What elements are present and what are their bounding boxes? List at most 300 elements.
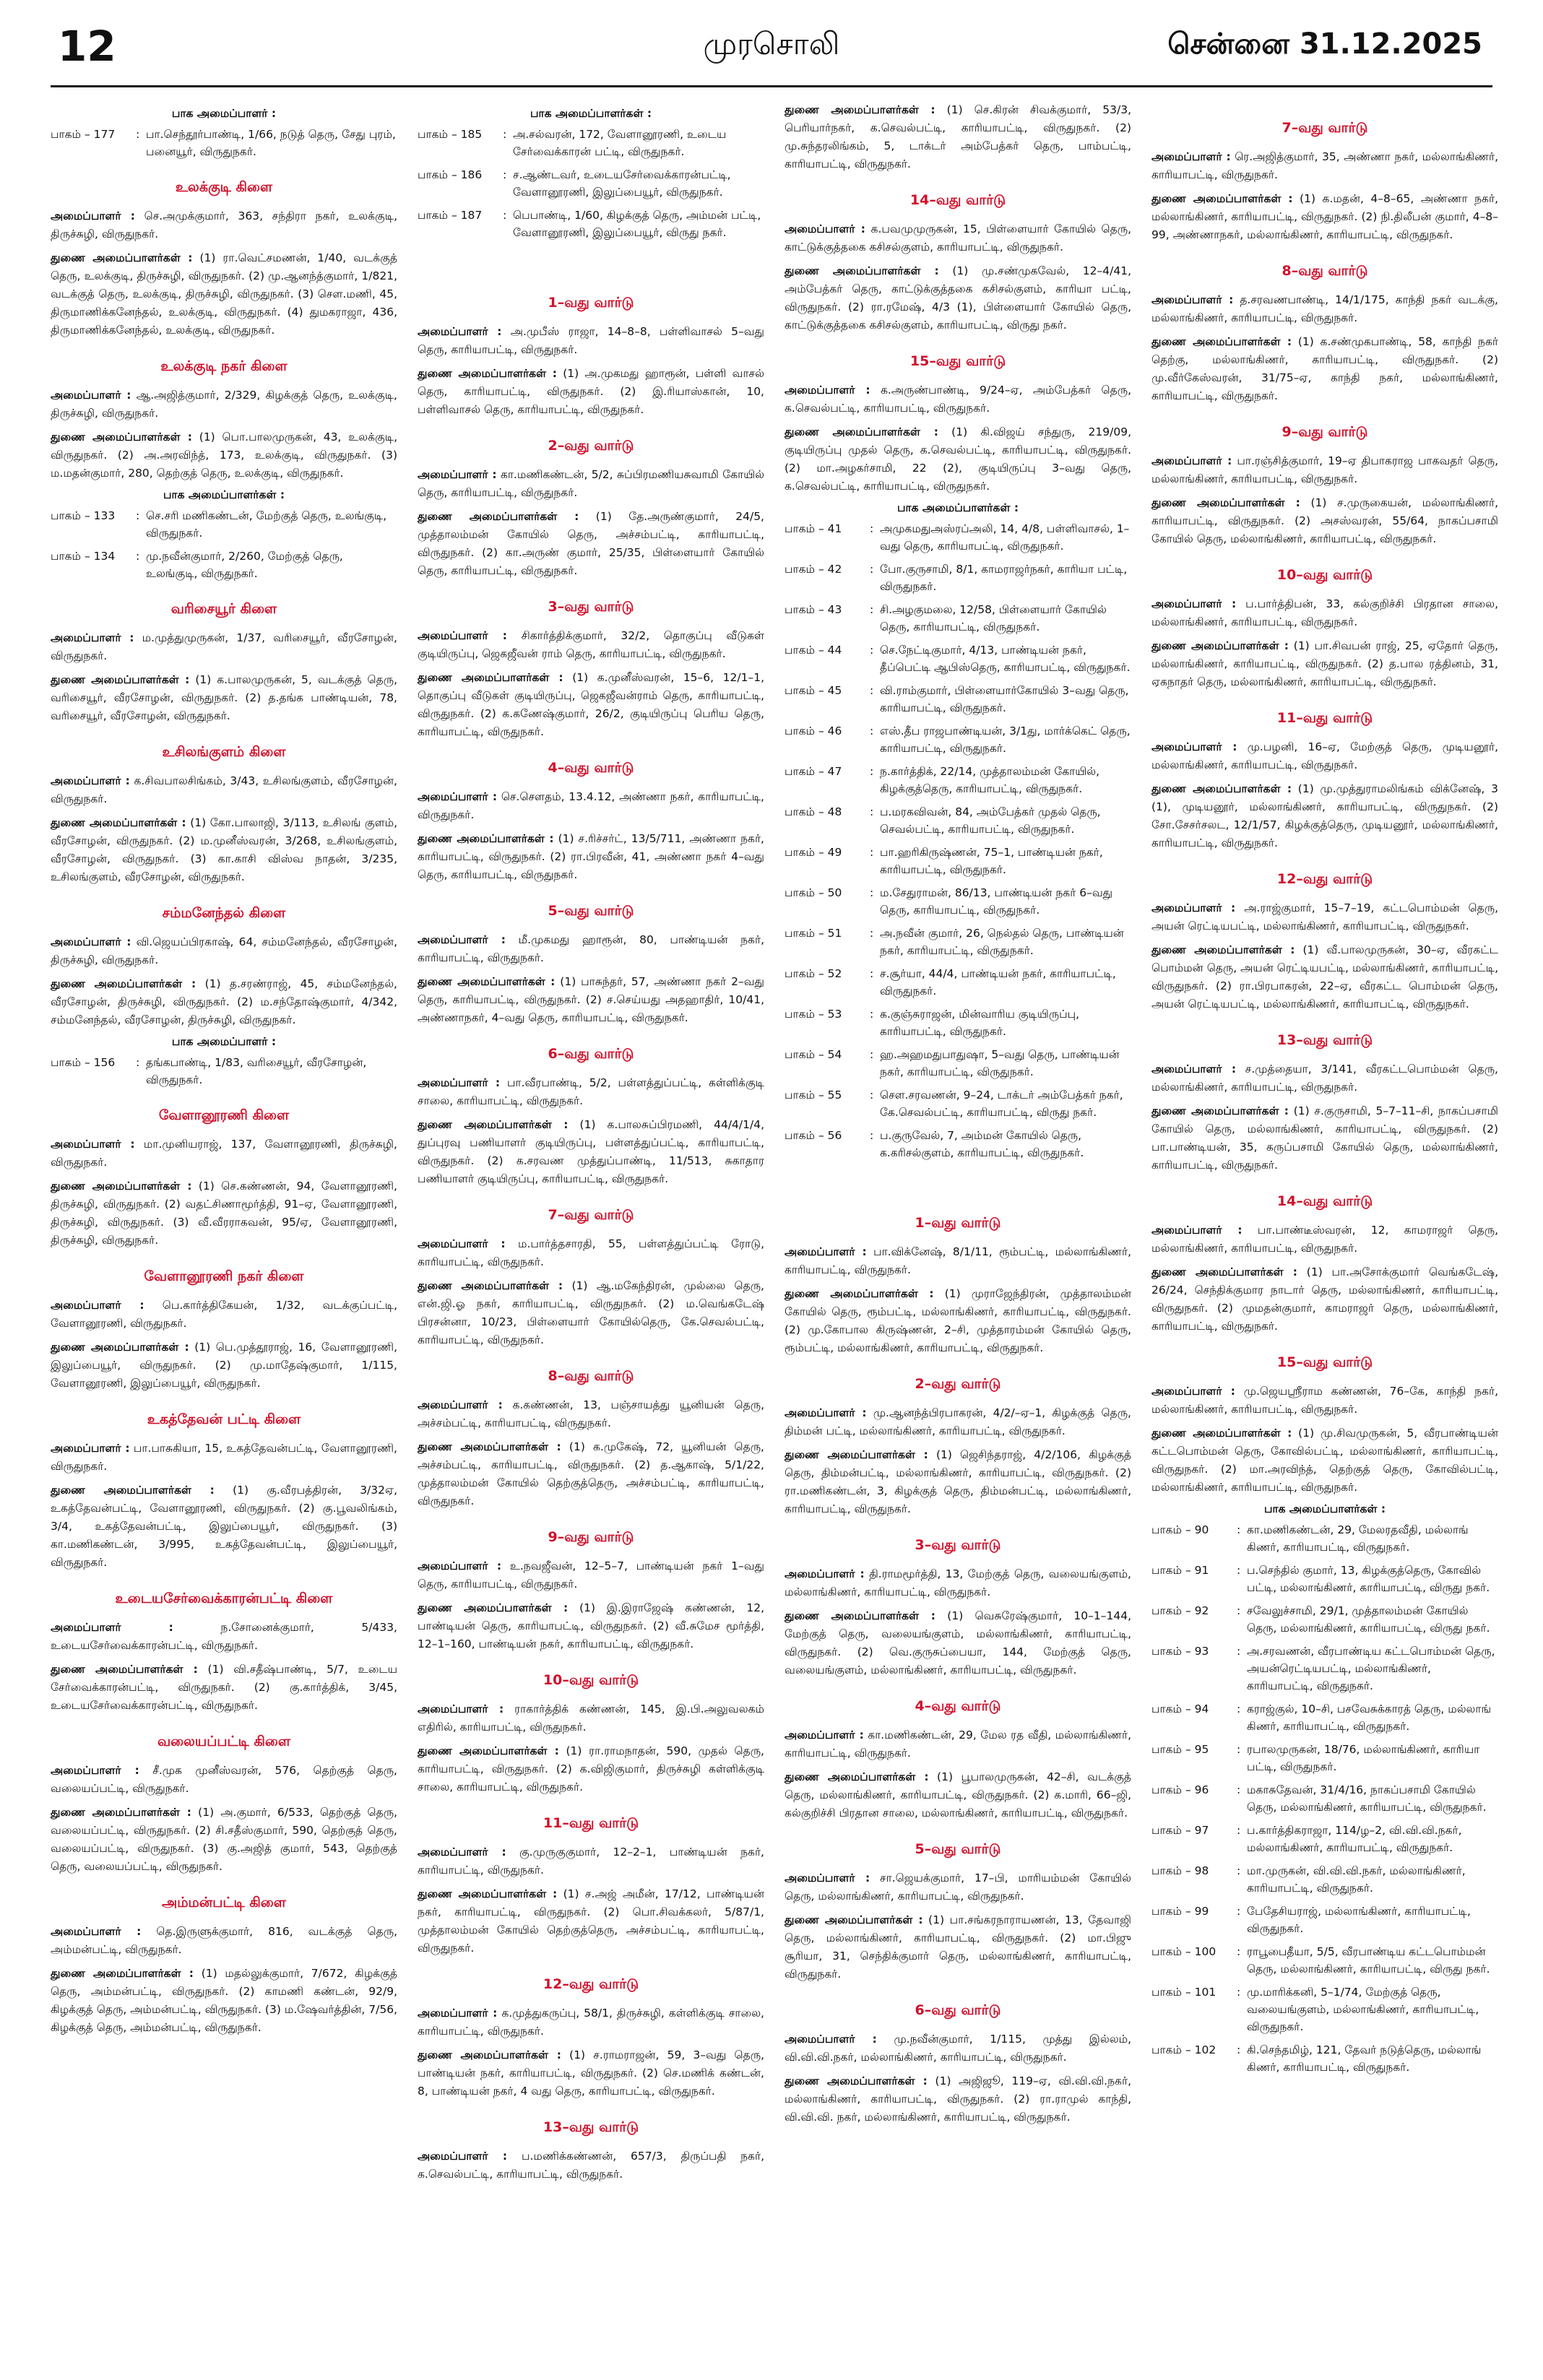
role-label: துணை அமைப்பாளர்கள் :: [1151, 1104, 1289, 1117]
member-details: சீ.முக முனீஸ்வரன், 576, தெற்குத் தெரு, வலையப்பட்டி, விருதுநகர்.: [51, 1764, 397, 1795]
member-details: வி.ஜெயப்பிரகாஷ், 64, சம்மனேந்தல், வீரசோழன், திருச்சுழி, விருதுநகர்.: [51, 935, 397, 966]
role-label: துணை அமைப்பாளர்கள் :: [418, 1440, 561, 1453]
booth-organiser: சௌ.சரவணன், 9–24, டாக்டர் அம்பேத்கர் நகர், கே.செவல்பட்டி, காரியாபட்டி, விருது நகர்.: [880, 1089, 1123, 1119]
member-paragraph: [418, 788, 764, 824]
role-label: துணை அமைப்பாளர்கள் :: [51, 1341, 189, 1354]
booth-entry: [1151, 1562, 1498, 1596]
member-paragraph: [51, 1440, 397, 1476]
separator-colon: :: [136, 509, 140, 522]
separator-colon: :: [1237, 1945, 1241, 1958]
separator-colon: :: [136, 550, 140, 563]
member-paragraph: [1151, 1424, 1498, 1497]
booth-organiser: ந.கார்த்திக், 22/14, முத்தாலம்மன் கோயில், கிழக்குத்தெரு, காரியாபட்டி, விருதுநகர்.: [880, 765, 1100, 795]
role-label: அமைப்பாளர் :: [785, 1871, 870, 1884]
member-details: (1) தே.அருண்குமார், 24/5, முத்தாலம்மன் கோயில் தெரு, அச்சம்பட்டி, காரியாபட்டி, விருதுநகர். (2) கா.அருண் குமார், 25/35, பிள்ளையார் கோயில் தெரு, காரியாபட்டி, விருதுநகர்.: [418, 510, 764, 577]
section-title: 4–வது வார்டு: [548, 760, 634, 776]
booth-number: பாகம் – 55: [785, 1089, 842, 1102]
member-details: அ.முபீஸ் ராஜா, 14–8–8, பள்ளிவாசல் 5–வது தெரு, காரியாபட்டி, விருதுநகர்.: [418, 325, 764, 356]
booth-entry: [418, 126, 764, 160]
section-title: 14–வது வார்டு: [1276, 1193, 1373, 1209]
role-label: அமைப்பாளர் :: [785, 2033, 877, 2046]
separator-colon: :: [1237, 1743, 1241, 1756]
role-label: துணை அமைப்பாளர்கள் :: [418, 2048, 561, 2061]
role-label: துணை அமைப்பாளர்கள் :: [418, 975, 556, 988]
booth-number: பாகம் – 45: [785, 684, 842, 697]
member-paragraph: [785, 1404, 1131, 1440]
booth-number: பாகம் – 52: [785, 967, 842, 980]
role-label: துணை அமைப்பாளர்கள் :: [785, 1287, 934, 1300]
member-details: கு.முருகுகுமார், 12–2–1, பாண்டியன் நகர், காரியாபட்டி, விருதுநகர்.: [418, 1845, 764, 1877]
sub-heading: பாக அமைப்பாளர் :: [171, 1035, 277, 1048]
member-paragraph: [1151, 494, 1498, 548]
booth-organiser: போ.குருசாமி, 8/1, காமராஜர்நகர், காரியா பட்டி, விருதுநகர்.: [880, 563, 1128, 593]
member-details: கா.மணிகண்டன், 5/2, சுப்பிரமணியசுவாமி கோயில் தெரு, காரியாபட்டி, விருதுநகர்.: [418, 468, 764, 499]
member-details: மு.பழனி, 16–ஏ, மேற்குத் தெரு, முடியனூர், மல்லாங்கிணர், காரியாபட்டி, விருதுநகர்.: [1151, 740, 1498, 771]
booth-number: பாகம் – 43: [785, 603, 842, 616]
booth-organiser: ச.ஆண்டவர், உடையசேர்வைக்காரன்பட்டி, வேளானூரணி, இலுப்பையூர், விருதுநகர்.: [513, 168, 731, 199]
member-paragraph: [51, 207, 397, 243]
member-details: (1) கி.விஜய் சந்துரு, 219/09, குடியிருப்பு முதல் தெரு, க.செவல்பட்டி, காரியாபட்டி, விருதுநகர். (2) மா.அழகர்சாமி, 22 (2), குடியிருப்பு 3–வது தெரு, க.செவல்பட்டி, காரியாபட்டி, விருதுநகர்.: [785, 425, 1131, 493]
booth-organiser: அ.நவீன் குமார், 26, நெல்தல் தெரு, பாண்டியன் நகர், காரியாபட்டி, விருதுநகர்.: [880, 927, 1124, 957]
member-paragraph: [51, 1177, 397, 1250]
role-label: துணை அமைப்பாளர்கள் :: [785, 425, 938, 438]
booth-organiser: பெபாண்டி, 1/60, கிழக்குத் தெரு, அம்மன் பட்டி, வேளானூரணி, இலுப்பையூர், விருது நகர்.: [513, 209, 761, 239]
member-details: க.முத்துகருப்பு, 58/1, திருச்சுழி, கள்ளிக்குடி சாலை, காரியாபட்டி, விருதுநகர்.: [418, 2007, 764, 2038]
role-label: துணை அமைப்பாளர்கள் :: [1151, 1265, 1298, 1278]
member-details: பா.பாண்டீஸ்வரன், 12, காமராஜர் தெரு, மல்லாங்கிணர், காரியாபட்டி, விருதுநகர்.: [1151, 1224, 1498, 1255]
separator-colon: :: [1237, 1824, 1241, 1837]
booth-entry: [785, 682, 1131, 717]
booth-organiser: ஹ.அஹமதுபாதுஷா, 5–வது தெரு, பாண்டியன் நகர், காரியாபட்டி, விருதுநகர்.: [880, 1048, 1120, 1078]
role-label: துணை அமைப்பாளர்கள் :: [1151, 335, 1292, 348]
member-paragraph: [418, 2046, 764, 2100]
member-paragraph: [1151, 333, 1498, 405]
member-paragraph: [785, 1869, 1131, 1905]
booth-entry: [785, 803, 1131, 838]
role-label: அமைப்பாளர் :: [1151, 1385, 1236, 1398]
booth-number: பாகம் – 56: [785, 1129, 842, 1142]
member-paragraph: [51, 629, 397, 665]
booth-entry: [1151, 1602, 1498, 1637]
member-details: (1) அ.குமார், 6/533, தெற்குத் தெரு, வலையப்பட்டி, விருதுநகர். (2) சி.சதீஸ்குமார், 590, தெற்குத் தெரு, வலையப்பட்டி, விருதுநகர். (3) கு.அஜித் குமார், 543, தெற்குத் தெரு, வலையப்பட்டி, விருதுநகர்.: [51, 1806, 397, 1873]
booth-number: பாகம் – 44: [785, 644, 842, 657]
section-title: உடையசேர்வைக்காரன்பட்டி கிளை: [115, 1591, 333, 1606]
separator-colon: :: [870, 886, 874, 899]
member-details: மு.ஆனந்த்பிரபாகரன், 4/2/–ஏ–1, கிழக்குத் தெரு, திம்மன் பட்டி, மல்லாங்கிணர், காரியாபட்டி, விருதுநகர்.: [785, 1406, 1131, 1437]
member-paragraph: [1151, 1060, 1498, 1096]
role-label: அமைப்பாளர் :: [418, 1559, 502, 1572]
member-paragraph: [51, 428, 397, 483]
member-paragraph: [785, 381, 1131, 417]
role-label: அமைப்பாளர் :: [51, 389, 131, 402]
role-label: துணை அமைப்பாளர்கள் :: [1151, 943, 1295, 956]
member-details: (1) மதல்லுக்குமார், 7/672, கிழக்குத் தெரு, அம்மன்பட்டி, விருதுநகர். (2) காமணி கண்டன், 92/9, கிழக்குத் தெரு, அம்மன்பட்டி, விருதுநகர். (3) ம.ஷேவர்த்தின், 7/56, கிழக்குத் தெரு, அம்மன்பட்டி, விருதுநகர்.: [51, 1967, 397, 2034]
booth-organiser: அமுகமதுஅஸ்ரப்அலி, 14, 4/8, பள்ளிவாசல், 1–வது தெரு, காரியாபட்டி, விருதுநகர்.: [880, 522, 1130, 553]
member-paragraph: [785, 1607, 1131, 1679]
member-details: (1) பெ.முத்தூராஜ், 16, வேளானூரணி, இலுப்பையூர், விருதுநகர். (2) மு.மாதேஷ்குமார், 1/115, வேளானூரணி, இலுப்பையூர், விருதுநகர்.: [51, 1341, 397, 1390]
booth-entry: [1151, 2041, 1498, 2076]
role-label: துணை அமைப்பாளர்கள் :: [51, 430, 192, 443]
booth-number: பாகம் – 156: [51, 1056, 116, 1069]
booth-number: பாகம் – 177: [51, 128, 116, 141]
member-paragraph: [418, 1277, 764, 1349]
role-label: அமைப்பாளர் :: [51, 1138, 135, 1151]
role-label: அமைப்பாளர் :: [51, 935, 131, 948]
role-label: அமைப்பாளர் :: [1151, 901, 1236, 914]
member-details: பா.ரஞ்சித்குமார், 19–ஏ திபாகராஜ பாகவதர் தெரு, மல்லாங்கிணர், காரியாபட்டி, விருதுநகர்.: [1151, 454, 1498, 485]
separator-colon: :: [1237, 1905, 1241, 1918]
booth-entry: [1151, 1983, 1498, 2035]
role-label: அமைப்பாளர் :: [418, 1845, 506, 1858]
section-title: 1–வது வார்டு: [915, 1215, 1001, 1231]
member-details: செ.சௌதம், 13.4.12, அண்ணா நகர், காரியாபட்டி, விருதுநகர்.: [418, 790, 764, 821]
sub-heading: பாக அமைப்பாளர்கள் :: [163, 488, 285, 501]
member-paragraph: [418, 1599, 764, 1653]
role-label: துணை அமைப்பாளர்கள் :: [418, 671, 563, 684]
role-label: துணை அமைப்பாளர்கள் :: [418, 1601, 569, 1614]
member-details: க.பவமுமுருகன், 15, பிள்ளையார் கோயில் தெரு, காட்டுக்குத்தகை கசிசல்குளம், காரியாபட்டி, விருதுநகர்.: [785, 222, 1131, 254]
booth-number: பாகம் – 53: [785, 1008, 842, 1021]
role-label: அமைப்பாளர் :: [1151, 293, 1234, 306]
member-paragraph: [51, 386, 397, 423]
role-label: அமைப்பாளர் :: [51, 1764, 139, 1777]
section-title: 15–வது வார்டு: [909, 353, 1006, 369]
member-details: (1) த.சரண்ராஜ், 45, சம்மனேந்தல், வீரசோழன், திருச்சுழி, விருதுநகர். (2) ம.சந்தோஷ்குமார், 4/342, சம்மனேந்தல், வீரசோழன், திருச்சுழி, விருதுநகர்.: [51, 977, 397, 1026]
booth-number: பாகம் – 100: [1151, 1945, 1216, 1958]
role-label: அமைப்பாளர் :: [51, 774, 130, 787]
role-label: துணை அமைப்பாளர்கள் :: [51, 1180, 192, 1193]
member-paragraph: [51, 1762, 397, 1798]
role-label: துணை அமைப்பாளர்கள் :: [418, 1279, 563, 1292]
member-details: தி.ராமமூர்த்தி, 13, மேற்குத் தெரு, வலையங்குளம், மல்லாங்கிணர், காரியாபட்டி, விருதுநகர்.: [785, 1567, 1131, 1598]
member-paragraph: [51, 933, 397, 969]
member-details: (1) ச.முருகையன், மல்லாங்கிணர், காரியாபட்டி, விருதுநகர். (2) அசஸ்வரன், 55/64, நாகப்பசாமி கோயில் தெரு, மல்லாங்கிணர், காரியாபட்டி, விருதுநகர்.: [1151, 496, 1498, 545]
member-paragraph: [51, 1297, 397, 1333]
member-details: (1) பா.சிவபன் ராஜ், 25, ஏதோர் தெரு, மல்லாங்கிணர், காரியாபட்டி, விருதுநகர். (2) த.பால ரத்தினம், 31, ஏகநாதர் தெரு, மல்லாங்கிணர், காரியாபட்டி, விருதுநகர்.: [1151, 639, 1498, 688]
booth-organiser: மு.நவீன்குமார், 2/260, மேற்குத் தெரு, உலங்குடி, விருதுநகர்.: [146, 550, 343, 580]
member-paragraph: [785, 423, 1131, 496]
article-columns: [51, 101, 1498, 2355]
booth-number: பாகம் – 186: [418, 168, 483, 181]
member-details: ப.மணிக்கண்ணன், 657/3, திருப்பதி நகர், க.செவல்பட்டி, காரியாபட்டி, விருதுநகர்.: [418, 2150, 764, 2181]
booth-entry: [1151, 1781, 1498, 1816]
separator-colon: :: [1237, 1523, 1241, 1536]
member-paragraph: [1151, 1263, 1498, 1336]
booth-organiser: மா.முருகன், வி.வி.வி.நகர், மல்லாங்கிணர், காரியாபட்டி, விருதுநகர்.: [1247, 1864, 1466, 1895]
booth-entry: [785, 763, 1131, 797]
booth-organiser: வி.ராம்குமார், பிள்ளையார்கோயில் 3–வது தெரு, காரியாபட்டி, விருதுநகர்.: [880, 684, 1129, 714]
section-title: 5–வது வார்டு: [548, 903, 634, 919]
booth-entry: [785, 844, 1131, 878]
booth-entry: [785, 884, 1131, 919]
member-details: ராகார்த்திக் கண்ணன், 145, இ.பி.அலுவலகம் எதிரில், காரியாபட்டி, விருதுநகர்.: [418, 1702, 764, 1734]
section-title: 4–வது வார்டு: [915, 1698, 1001, 1714]
member-paragraph: [418, 1885, 764, 1957]
role-label: அமைப்பாளர் :: [785, 1728, 864, 1741]
role-label: துணை அமைப்பாளர்கள் :: [785, 1770, 929, 1783]
member-details: ப.பார்த்திபன், 33, கல்குறிச்சி பிரதான சாலை, மல்லாங்கிணர், காரியாபட்டி, விருதுநகர்.: [1151, 597, 1498, 628]
booth-entry: [785, 561, 1131, 595]
section-title: 9–வது வார்டு: [1281, 424, 1368, 440]
member-paragraph: [51, 1804, 397, 1876]
member-paragraph: [418, 508, 764, 580]
member-details: (1) அஜிஜூ, 119–ஏ, வி.வி.வி.நகர், மல்லாங்கிணர், காரியாபட்டி, விருதுநகர். (2) ரா.ராமுல் காந்தி, வி.வி.வி. நகர், மல்லாங்கிணர், காரியாபட்டி, விருதுநகர்.: [785, 2074, 1131, 2124]
column-2: [418, 101, 764, 2355]
role-label: துணை அமைப்பாளர்கள் :: [418, 832, 554, 845]
role-label: அமைப்பாளர் :: [418, 2007, 498, 2020]
member-paragraph: [418, 323, 764, 359]
role-label: அமைப்பாளர் :: [785, 1245, 867, 1258]
booth-number: பாகம் – 95: [1151, 1743, 1209, 1756]
separator-colon: :: [136, 128, 140, 141]
section-title: 7–வது வார்டு: [548, 1207, 634, 1223]
member-details: சிகார்த்திக்குமார், 32/2, தொகுப்பு வீடுகள் குடியிருப்பு, ஜெகஜீவன் ராம் தெரு, காரியாபட்டி, விருதுநகர்.: [418, 629, 764, 660]
role-label: துணை அமைப்பாளர்கள் :: [418, 1887, 558, 1900]
booth-entry: [1151, 1741, 1498, 1775]
role-label: துணை அமைப்பாளர்கள் :: [51, 1663, 198, 1676]
booth-organiser: கி.செந்தமிழ், 121, தேவர் நடுத்தெரு, மல்லாங் கிணர், காரியாபட்டி, விருதுநகர்.: [1247, 2043, 1482, 2074]
member-details: (1) ஜெசிந்தராஜ், 4/2/106, கிழக்குத் தெரு, திம்மன்பட்டி, மல்லாங்கிணர், காரியாபட்டி, விருதுநகர். (2) ரா.மணிகண்டன், 3, கிழக்குத் தெரு, திம்மன்பட்டி, மல்லாங்கிணர், காரியாபட்டி, விருதுநகர்.: [785, 1448, 1131, 1515]
booth-organiser: அ.சரவணன், வீரபாண்டிய கட்டபொம்மன் தெரு, அயன்ரெட்டியபட்டி, மல்லாங்கிணர், காரியாபட்டி, விருதுநகர்.: [1247, 1645, 1495, 1692]
section-title: 13–வது வார்டு: [543, 2119, 639, 2135]
member-details: ச.முத்தையா, 3/141, வீரகட்டபொம்மன் தெரு, மல்லாங்கிணர், காரியாபட்டி, விருதுநகர்.: [1151, 1063, 1498, 1094]
booth-entry: [1151, 1700, 1498, 1735]
member-paragraph: [785, 1446, 1131, 1518]
member-details: செ.அமுக்குமார், 363, சந்திரா நகர், உலக்குடி, திருச்சுழி, விருதுநகர்.: [51, 209, 397, 241]
booth-organiser: பேதேசியராஜ், மல்லாங்கிணர், காரியாபட்டி, விருதுநகர்.: [1247, 1905, 1471, 1935]
booth-number: பாகம் – 185: [418, 128, 483, 141]
booth-organiser: சவேலுச்சாமி, 29/1, முத்தாலம்மன் கோயில் தெரு, மல்லாங்கிணர், காரியாபட்டி, விருது நகர்.: [1247, 1604, 1490, 1635]
separator-colon: :: [870, 846, 874, 859]
booth-number: பாகம் – 96: [1151, 1783, 1209, 1796]
booth-organiser: மகாசுதேவன், 31/4/16, நாகப்பசாமி கோயில் தெரு, மல்லாங்கிணர், காரியாபட்டி, விருதுநகர்.: [1247, 1783, 1487, 1814]
separator-colon: :: [1237, 1864, 1241, 1877]
booth-number: பாகம் – 93: [1151, 1645, 1209, 1658]
booth-entry: [1151, 1643, 1498, 1695]
section-title: 2–வது வார்டு: [548, 438, 634, 454]
booth-number: பாகம் – 49: [785, 846, 842, 859]
member-paragraph: [1151, 452, 1498, 488]
member-details: மு.நவீன்குமார், 1/115, முத்து இல்லம், வி.வி.வி.நகர், மல்லாங்கிணர், காரியாபட்டி, விருதுநகர்.: [785, 2033, 1131, 2064]
role-label: அமைப்பாளர் :: [418, 1398, 503, 1411]
member-paragraph: [785, 1768, 1131, 1822]
booth-organiser: ப.கார்த்திகராஜா, 114/ழ–2, வி.வி.வி.நகர், மல்லாங்கிணர், காரியாபட்டி, விருதுநகர்.: [1247, 1824, 1462, 1854]
member-details: (1) க.முகேஷ், 72, யூனியன் தெரு, அச்சம்பட்டி, காரியாபட்டி, விருதுநகர். (2) த.ஆகாஷ், 5/1/22, முத்தாலம்மன் கோயில் தெற்குத்தெரு, அச்சம்பட்டி, காரியாபட்டி, விருதுநகர்.: [418, 1440, 764, 1507]
role-label: துணை அமைப்பாளர்கள் :: [418, 1744, 559, 1757]
role-label: அமைப்பாளர் :: [785, 222, 865, 235]
member-details: மா.முனியராஜ், 137, வேளானூரணி, திருச்சுழி, விருதுநகர்.: [51, 1138, 397, 1169]
booth-number: பாகம் – 133: [51, 509, 116, 522]
header-rule: [51, 85, 1492, 87]
member-details: க.கண்ணன், 13, பஞ்சாயத்து யூனியன் தெரு, அச்சம்பட்டி, காரியாபட்டி, விருதுநகர்.: [418, 1398, 764, 1429]
member-details: (1) செ.கண்ணன், 94, வேளானூரணி, திருச்சுழி, விருதுநகர். (2) வதட்சிணாமூர்த்தி, 91–ஏ, வேளானூரணி, திருச்சுழி, விருதுநகர். (3) வீ.வீரராகவன், 95/ஏ, வேளானூரணி, திருச்சுழி, விருதுநகர்.: [51, 1180, 397, 1247]
member-paragraph: [418, 830, 764, 884]
member-paragraph: [418, 1116, 764, 1188]
separator-colon: :: [870, 765, 874, 778]
member-details: (1) ஆ.மகேந்திரன், முல்லை தெரு, என்.ஜி.ஓ நகர், காரியாபட்டி, விருதுநகர். (2) ம.வெங்கடேஷ் பிரசன்னா, 10/23, பிள்ளையார் கோயில்தெரு, கே.செவல்பட்டி, காரியாபட்டி, விருதுநகர்.: [418, 1279, 764, 1346]
member-details: (1) க.பாலசுப்பிரமணி, 44/4/1/4, துப்புரவு பணியாளர் குடியிருப்பு, பள்ளத்துப்பட்டி, காரியாபட்டி, விருதுநகர். (2) க.சரவண முத்துப்பாண்டி, 11/513, சுகாதார பணியாளர் குடியிருப்பு, காரியாபட்டி, விருதுநகர்.: [418, 1118, 764, 1185]
member-details: (1) க.சண்முகபாண்டி, 58, காந்தி நகர் தெற்கு, மல்லாங்கிணர், காரியாபட்டி, விருதுநகர். (2) மு.வீர்கேஸ்வரன், 31/75–ஏ, காந்தி நகர், மல்லாங்கிணர், காரியாபட்டி, விருதுநகர்.: [1151, 335, 1498, 402]
role-label: அமைப்பாளர் :: [1151, 597, 1237, 610]
booth-number: பாகம் – 50: [785, 886, 842, 899]
booth-number: பாகம் – 90: [1151, 1523, 1209, 1536]
booth-entry: [418, 166, 764, 201]
spacer: [418, 247, 764, 276]
member-details: (1) பூபாலமுருகன், 42–சி, வடக்குத் தெரு, மல்லாங்கிணர், காரியாபட்டி, விருதுநகர். (2) க.மாரி, 66–ஜி, கல்குறிச்சி பிரதான சாலை, மல்லாங்கிணர், காரியாபட்டி, விருதுநகர்.: [785, 1770, 1131, 1819]
member-paragraph: [51, 1135, 397, 1172]
role-label: அமைப்பாளர் :: [418, 325, 502, 338]
role-label: அமைப்பாளர் :: [1151, 1224, 1242, 1237]
section-title: உசிலங்குளம் கிளை: [162, 744, 286, 760]
member-details: (1) ச.குருசாமி, 5–7–11–சி, நாகப்பசாமி கோயில் தெரு, மல்லாங்கிணர், காரியாபட்டி, விருதுநகர். (2) பா.பாண்டியன், 35, கருப்பசாமி கோயில் தெரு, மல்லாங்கிணர், காரியாபட்டி, விருதுநகர்.: [1151, 1104, 1498, 1172]
member-details: (1) பா.அசோக்குமார் வெங்கடேஷ், 26/24, செந்திக்குமார நாடார் தெரு, மல்லாங்கிணர், காரியாபட்டி, விருதுநகர். (2) முமதன்குமார், காமராஜர் தெரு, மல்லாங்கிணர், காரியாபட்டி, விருதுநகர்.: [1151, 1265, 1498, 1333]
column-4: [1151, 101, 1498, 2355]
booth-organiser: பா.ஹரிகிருஷ்ணன், 75–1, பாண்டியன் நகர், காரியாபட்டி, விருதுநகர்.: [880, 846, 1103, 876]
masthead: [0, 0, 1543, 87]
separator-colon: :: [870, 1129, 874, 1142]
booth-organiser: மு.மாரிக்கனி, 5–1/74, மேற்குத் தெரு, வலையங்குளம், மல்லாங்கிணர், காரியாபட்டி, விருதுநகர்.: [1247, 1986, 1479, 2033]
member-paragraph: [1151, 595, 1498, 631]
section-title: 6–வது வார்டு: [548, 1046, 634, 1062]
member-details: (1) க.பாலமுருகன், 5, வடக்குத் தெரு, வரிசையூர், வீரசோழன், விருதுநகர். (2) த.தங்க பாண்டியன், 78, வரிசையூர், வீரசோழன், விருதுநகர்.: [51, 673, 397, 722]
role-label: அமைப்பாளர் :: [418, 1702, 504, 1715]
booth-number: பாகம் – 46: [785, 724, 842, 737]
member-paragraph: [418, 2004, 764, 2041]
separator-colon: :: [1237, 2043, 1241, 2056]
section-title: வேளானூரணி கிளை: [158, 1107, 290, 1123]
member-paragraph: [51, 1965, 397, 2037]
member-paragraph: [785, 262, 1131, 334]
member-details: (1) ரா.ராமநாதன், 590, முதல் தெரு, காரியாபட்டி, விருதுநகர். (2) க.விஜிகுமார், திருச்சுழி கள்ளிக்குடி சாலை, காரியாபட்டி, விருதுநகர்.: [418, 1744, 764, 1793]
member-details: க.அருண்பாண்டி, 9/24–ஏ, அம்பேத்கர் தெரு, க.செவல்பட்டி, காரியாபட்டி, விருதுநகர்.: [785, 384, 1131, 415]
booth-organiser: ச.சூர்யா, 44/4, பாண்டியன் நகர், காரியாபட்டி, விருதுநகர்.: [880, 967, 1116, 998]
member-paragraph: [785, 2072, 1131, 2126]
member-details: (1) கோ.பாலாஜி, 3/113, உசிலங் குளம், வீரசோழன், விருதுநகர். (2) ம.முனீஸ்வரன், 3/268, உசிலங்குளம், வீரசோழன், விருதுநகர். (3) கா.காசி விஸ்வ நாதன், 3/235, உசிலங்குளம், வீரசோழன், விருதுநகர்.: [51, 816, 397, 883]
role-label: அமைப்பாளர் :: [1151, 454, 1232, 467]
member-details: (1) மு.முத்துராமலிங்கம் விக்னேஷ், 3 (1), முடியனூர், மல்லாங்கிணர், காரியாபட்டி, விருதுநகர். (2) சோ.சேசர்சலட, 12/1/57, கிழக்குத்தெரு, முடியனூர், மல்லாங்கிணர், காரியாபட்டி, விருதுநகர்.: [1151, 782, 1498, 849]
booth-number: பாகம் – 187: [418, 209, 483, 222]
member-paragraph: [785, 1285, 1131, 1357]
section-title: உலக்குடி நகர் கிளை: [160, 358, 288, 374]
member-paragraph: [785, 220, 1131, 256]
separator-colon: :: [503, 168, 507, 181]
booth-entry: [51, 507, 397, 542]
role-label: அமைப்பாளர் :: [1151, 150, 1231, 163]
booth-organiser: க.குஞ்சுராஜன், மின்வாரிய குடியிருப்பு, காரியாபட்டி, விருதுநகர்.: [880, 1008, 1080, 1038]
booth-number: பாகம் – 97: [1151, 1824, 1209, 1837]
separator-colon: :: [870, 563, 874, 576]
booth-entry: [785, 1005, 1131, 1040]
booth-organiser: செ.சரி மணிகண்டன், மேற்குத் தெரு, உலங்குடி, விருதுநகர்.: [146, 509, 387, 540]
role-label: துணை அமைப்பாளர்கள் :: [1151, 639, 1289, 652]
booth-number: பாகம் – 48: [785, 805, 842, 818]
role-label: துணை அமைப்பாளர்கள் :: [785, 264, 939, 277]
booth-organiser: கராஜ்குல், 10–சி, பசவேசுக்காரத் தெரு, மல்லாங் கிணர், காரியாபட்டி, விருதுநகர்.: [1247, 1702, 1492, 1733]
section-title: சம்மனேந்தல் கிளை: [162, 905, 286, 921]
role-label: அமைப்பாளர் :: [418, 1076, 501, 1089]
separator-colon: :: [870, 1008, 874, 1021]
member-paragraph: [1151, 1382, 1498, 1419]
member-details: உ.நவஜீவன், 12–5–7, பாண்டியன் நகர் 1–வது தெரு, காரியாபட்டி, விருதுநகர்.: [418, 1559, 764, 1591]
member-details: (1) முராஜேந்திரன், முத்தாலம்மன் கோயில் தெரு, ரூம்பட்டி, மல்லாங்கிணர், காரியாபட்டி, விருதுநகர். (2) மு.கோபால கிருஷ்ணன், 2–சி, முத்தாரம்மன் கோயில் தெரு, ரூம்பட்டி, மல்லாங்கிணர், காரியாபட்டி, விருதுநகர்.: [785, 1287, 1131, 1354]
section-title: உகத்தேவன் பட்டி கிளை: [147, 1411, 301, 1427]
member-paragraph: [1151, 637, 1498, 691]
member-details: ஆ.அஜித்குமார், 2/329, கிழக்குத் தெரு, உலக்குடி, திருச்சுழி, விருதுநகர்.: [51, 389, 397, 420]
section-title: 11–வது வார்டு: [543, 1815, 639, 1831]
member-paragraph: [1151, 291, 1498, 327]
section-title: 3–வது வார்டு: [548, 599, 634, 615]
role-label: துணை அமைப்பாளர்கள் :: [51, 816, 186, 829]
member-paragraph: [785, 2030, 1131, 2067]
separator-colon: :: [1237, 1986, 1241, 1999]
role-label: அமைப்பாளர் :: [785, 384, 870, 397]
booth-entry: [785, 965, 1131, 1000]
booth-number: பாகம் – 92: [1151, 1604, 1209, 1617]
separator-colon: :: [870, 967, 874, 980]
section-title: 1–வது வார்டு: [548, 295, 634, 311]
member-details: (1) கு.வீரபத்திரன், 3/32ஏ, உகத்தேவன்பட்டி, வேளானூரணி, விருதுநகர். (2) கு.பூவலிங்கம், 3/4, உகத்தேவன்பட்டி, இலுப்பையூர், விருதுநகர். (3) கா.மணிகண்டன், 3/995, உகத்தேவன்பட்டி, இலுப்பையூர், விருதுநகர்.: [51, 1484, 397, 1569]
member-details: (1) மு.சண்முகவேல், 12–4/41, அம்பேத்கர் தெரு, காட்டுக்குத்தகை கசிசல்குளம், காரியா பட்டி, விருதுநகர். (2) ரா.ரமேஷ், 4/3 (1), பிள்ளையார் கோயில் தெரு, காட்டுக்குத்தகை கசிசல்குளம், காரியாபட்டி, விருது நகர்.: [785, 264, 1131, 332]
member-paragraph: [1151, 738, 1498, 774]
member-details: (1) ரா.வெட்சமணன், 1/40, வடக்குத் தெரு, உலக்குடி, திருச்சுழி, விருதுநகர். (2) மு.ஆனந்த்குமார், 1/821, வடக்குத் தெரு, உலக்குடி, திருச்சுழி, விருதுநகர். (3) சௌ.மணி, 45, திருமாணிக்கனேந்தல், உலக்குடி, விருதுநகர். (4) துமகராஜா, 436, திருமாணிக்கனேந்தல், உலக்குடி, விருதுநகர்.: [51, 251, 397, 337]
separator-colon: :: [503, 209, 507, 222]
member-paragraph: [785, 1565, 1131, 1601]
role-label: துணை அமைப்பாளர்கள் :: [785, 1609, 936, 1622]
separator-colon: :: [870, 1048, 874, 1061]
section-title: 13–வது வார்டு: [1276, 1032, 1373, 1048]
member-details: (1) பாசுந்தர், 57, அண்ணா நகர் 2–வது தெரு, காரியாபட்டி, விருதுநகர். (2) ச.செய்யது அதஹாதிர், 10/41, அண்ணாநகர், 4–வது தெரு, காரியாபட்டி, விருதுநகர்.: [418, 975, 764, 1024]
member-details: (1) ச.ராமராஜன், 59, 3–வது தெரு, பாண்டியன் நகர், காரியாபட்டி, விருதுநகர். (2) செ.மணிக் கண்டன், 8, பாண்டியன் நகர், 4 வது தெரு, காரியாபட்டி, விருதுநகர்.: [418, 2048, 764, 2098]
member-paragraph: [1151, 190, 1498, 244]
member-details: (1) வீ.பாலமுருகன், 30–ஏ, வீரகட்ட பொம்மன் தெரு, அயன் ரெட்டியபட்டி, மல்லாங்கிணர், காரியாபட்டி, விருதுநகர். (2) ரா.பிரபாகரன், 22–ஏ, வீரகட்ட பொம்மன் தெரு, அயன் ரெட்டியபட்டி, மல்லாங்கிணர், காரியாபட்டி, விருதுநகர்.: [1151, 943, 1498, 1011]
member-paragraph: [51, 814, 397, 886]
role-label: துணை அமைப்பாளர்கள் :: [1151, 782, 1292, 795]
booth-organiser: செ.நேட்டிகுமார், 4/13, பாண்டியன் நகர், தீப்பெட்டி ஆபிஸ்தெரு, காரியாபட்டி, விருதுநகர்.: [880, 644, 1131, 674]
column-1: [51, 101, 397, 2355]
booth-entry: [785, 722, 1131, 757]
member-details: க.சிவபாலசிங்கம், 3/43, உசிலங்குளம், வீரசோழன், விருதுநகர்.: [51, 774, 397, 805]
separator-colon: :: [1237, 1564, 1241, 1577]
role-label: துணை அமைப்பாளர்கள் :: [1151, 1427, 1292, 1440]
role-label: அமைப்பாளர் :: [418, 629, 507, 642]
separator-colon: :: [870, 684, 874, 697]
sub-heading: பாக அமைப்பாளர்கள் :: [530, 107, 652, 120]
member-details: தெ.இருளுக்குமார், 816, வடக்குத் தெரு, அம்மன்பட்டி, விருதுநகர்.: [51, 1925, 397, 1956]
section-title: 10–வது வார்டு: [543, 1672, 639, 1688]
booth-entry: [785, 520, 1131, 555]
booth-entry: [1151, 1822, 1498, 1856]
member-paragraph: [418, 1074, 764, 1110]
role-label: அமைப்பாளர் :: [418, 790, 498, 803]
member-paragraph: [1151, 1102, 1498, 1174]
member-paragraph: [418, 1396, 764, 1432]
member-paragraph: [418, 1742, 764, 1796]
booth-number: பாகம் – 51: [785, 927, 842, 940]
member-paragraph: [1151, 780, 1498, 852]
role-label: துணை அமைப்பாளர்கள் :: [785, 103, 935, 116]
member-paragraph: [418, 1438, 764, 1510]
member-paragraph: [1151, 899, 1498, 935]
spacer: [785, 1167, 1131, 1196]
sub-heading: பாக அமைப்பாளர் :: [171, 107, 277, 120]
section-title: 8–வது வார்டு: [1281, 263, 1368, 279]
booth-organiser: ப.செந்தில் குமார், 13, கிழக்குத்தெரு, கோவில் பட்டி, மல்லாங்கிணர், காரியாபட்டி, விருது நகர்.: [1247, 1564, 1490, 1594]
sub-heading: பாக அமைப்பாளர்கள் :: [896, 501, 1019, 514]
role-label: துணை அமைப்பாளர்கள் :: [785, 1448, 928, 1461]
separator-colon: :: [1237, 1645, 1241, 1658]
member-details: சா.ஜெயக்குமார், 17–பி, மாரியம்மன் கோயில் தெரு, மல்லாங்கிணர், காரியாபட்டி, விருதுநகர்.: [785, 1871, 1131, 1903]
member-paragraph: [418, 1235, 764, 1271]
